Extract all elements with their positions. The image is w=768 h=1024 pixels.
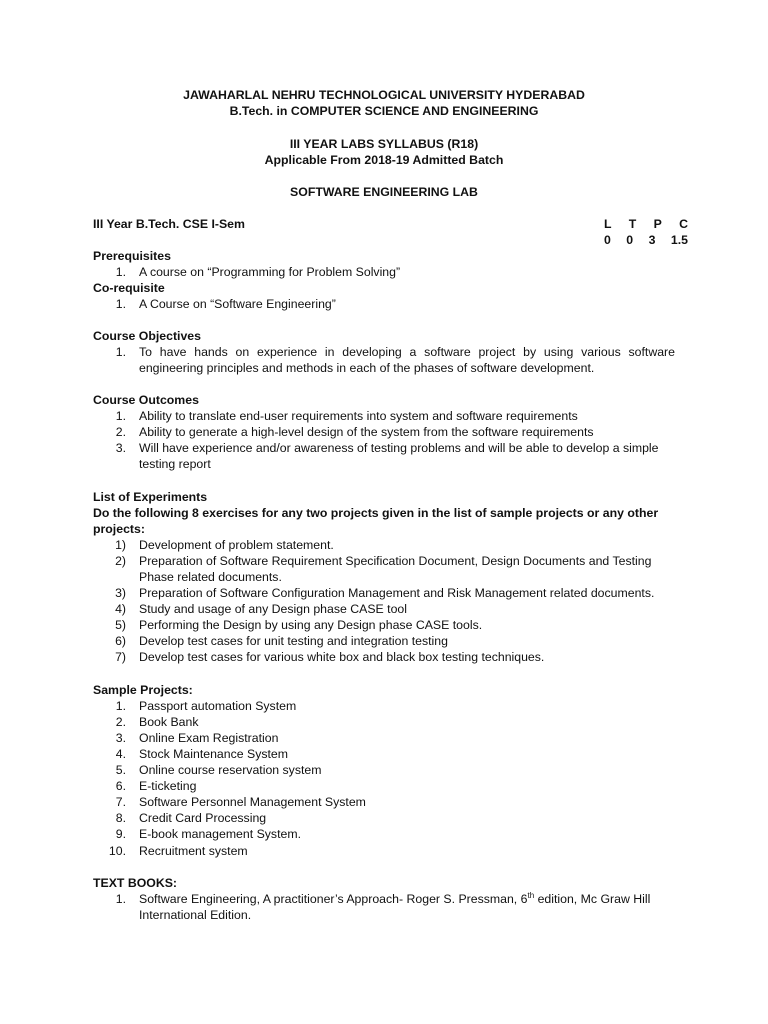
- objectives-heading: Course Objectives: [93, 329, 201, 343]
- program-name: B.Tech. in COMPUTER SCIENCE AND ENGINEERING: [229, 104, 539, 118]
- text-books-heading: TEXT BOOKS:: [93, 876, 178, 890]
- list-number: 1): [115, 538, 126, 552]
- ltpc-label-p: P: [653, 217, 662, 231]
- list-number: 9.: [115, 827, 126, 841]
- list-number: 8.: [115, 811, 126, 825]
- list-number: 1.: [115, 409, 126, 423]
- list-number: 2.: [115, 715, 126, 729]
- ltpc-value-l: 0: [604, 233, 611, 247]
- ltpc-label-c: C: [679, 217, 688, 231]
- list-number: 3.: [115, 441, 126, 455]
- list-item: Software Personnel Management System: [139, 795, 366, 809]
- edition-superscript: th: [527, 891, 535, 900]
- ltpc-value-t: 0: [626, 233, 634, 247]
- list-item: Online Exam Registration: [139, 731, 279, 745]
- list-item: Preparation of Software Requirement Specification Document, Design Documents and Testing Phase related documents.: [139, 554, 652, 584]
- list-number: 5.: [115, 763, 126, 777]
- sample-projects-heading: Sample Projects:: [93, 683, 193, 697]
- list-item: Ability to generate a high-level design of the system from the software requirements: [139, 425, 594, 439]
- ltpc-value-p: 3: [648, 233, 656, 247]
- list-item: Book Bank: [139, 715, 199, 729]
- list-number: 7.: [115, 795, 126, 809]
- outcomes-heading: Course Outcomes: [93, 393, 199, 407]
- list-number: 1.: [115, 892, 126, 906]
- list-item: Preparation of Software Configuration Management and Risk Management related documents.: [139, 586, 655, 600]
- list-item: Will have experience and/or awareness of testing problems and will be able to develop a simple testing report: [139, 441, 659, 471]
- list-item: Online course reservation system: [139, 763, 322, 777]
- year-semester: III Year B.Tech. CSE I-Sem: [93, 217, 245, 231]
- ltpc-label-l: L: [604, 217, 612, 231]
- list-item: [139, 891, 681, 923]
- list-item: Stock Maintenance System: [139, 747, 288, 761]
- list-number: 7): [115, 650, 126, 664]
- list-number: 2.: [115, 425, 126, 439]
- list-number: 4.: [115, 747, 126, 761]
- ltpc-label-t: T: [628, 217, 637, 231]
- list-item: A Course on “Software Engineering”: [139, 297, 336, 311]
- ltpc-values: [604, 232, 688, 248]
- list-number: 3): [115, 586, 126, 600]
- list-item: E-ticketing: [139, 779, 197, 793]
- list-item: To have hands on experience in developing a software project by using various software engineering principles and methods in each of the phases of software development.: [139, 345, 675, 375]
- list-number: 6): [115, 634, 126, 648]
- list-number: 4): [115, 602, 126, 616]
- list-item: Credit Card Processing: [139, 811, 267, 825]
- list-item: Develop test cases for various white box and black box testing techniques.: [139, 650, 545, 664]
- list-item: Performing the Design by using any Design phase CASE tools.: [139, 618, 483, 632]
- experiments-instruction: Do the following 8 exercises for any two projects given in the list of sample projects or any other projects:: [93, 506, 659, 536]
- list-number: 5): [115, 618, 126, 632]
- corequisite-heading: Co-requisite: [93, 281, 165, 295]
- list-item: E-book management System.: [139, 827, 301, 841]
- list-item: Development of problem statement.: [139, 538, 334, 552]
- list-number: 10.: [108, 844, 126, 858]
- list-number: 3.: [115, 731, 126, 745]
- list-item: Develop test cases for unit testing and integration testing: [139, 634, 448, 648]
- experiments-heading: List of Experiments: [93, 490, 208, 504]
- text-book-title: Software Engineering, A practitioner’s Approach- Roger S. Pressman, 6: [139, 892, 528, 906]
- list-number: 1.: [115, 265, 126, 279]
- list-item: A course on “Programming for Problem Solving”: [139, 265, 401, 279]
- university-name: JAWAHARLAL NEHRU TECHNOLOGICAL UNIVERSITY HYDERABAD: [183, 88, 585, 102]
- list-item: Recruitment system: [139, 844, 248, 858]
- list-item: Passport automation System: [139, 699, 297, 713]
- prerequisites-heading: Prerequisites: [93, 249, 171, 263]
- list-number: 1.: [115, 297, 126, 311]
- applicable-batch: Applicable From 2018-19 Admitted Batch: [264, 153, 504, 167]
- list-item: Ability to translate end-user requirements into system and software requirements: [139, 409, 578, 423]
- course-title: SOFTWARE ENGINEERING LAB: [290, 185, 478, 199]
- list-item: Study and usage of any Design phase CASE tool: [139, 602, 407, 616]
- ltpc-labels: [604, 216, 688, 232]
- text-book-publisher: edition, Mc Graw Hill International Edition.: [139, 892, 651, 922]
- list-number: 1.: [115, 345, 126, 359]
- list-number: 1.: [115, 699, 126, 713]
- ltpc-value-c: 1.5: [670, 233, 688, 247]
- list-number: 6.: [115, 779, 126, 793]
- list-number: 2): [115, 554, 126, 568]
- syllabus-title: III YEAR LABS SYLLABUS (R18): [289, 137, 479, 151]
